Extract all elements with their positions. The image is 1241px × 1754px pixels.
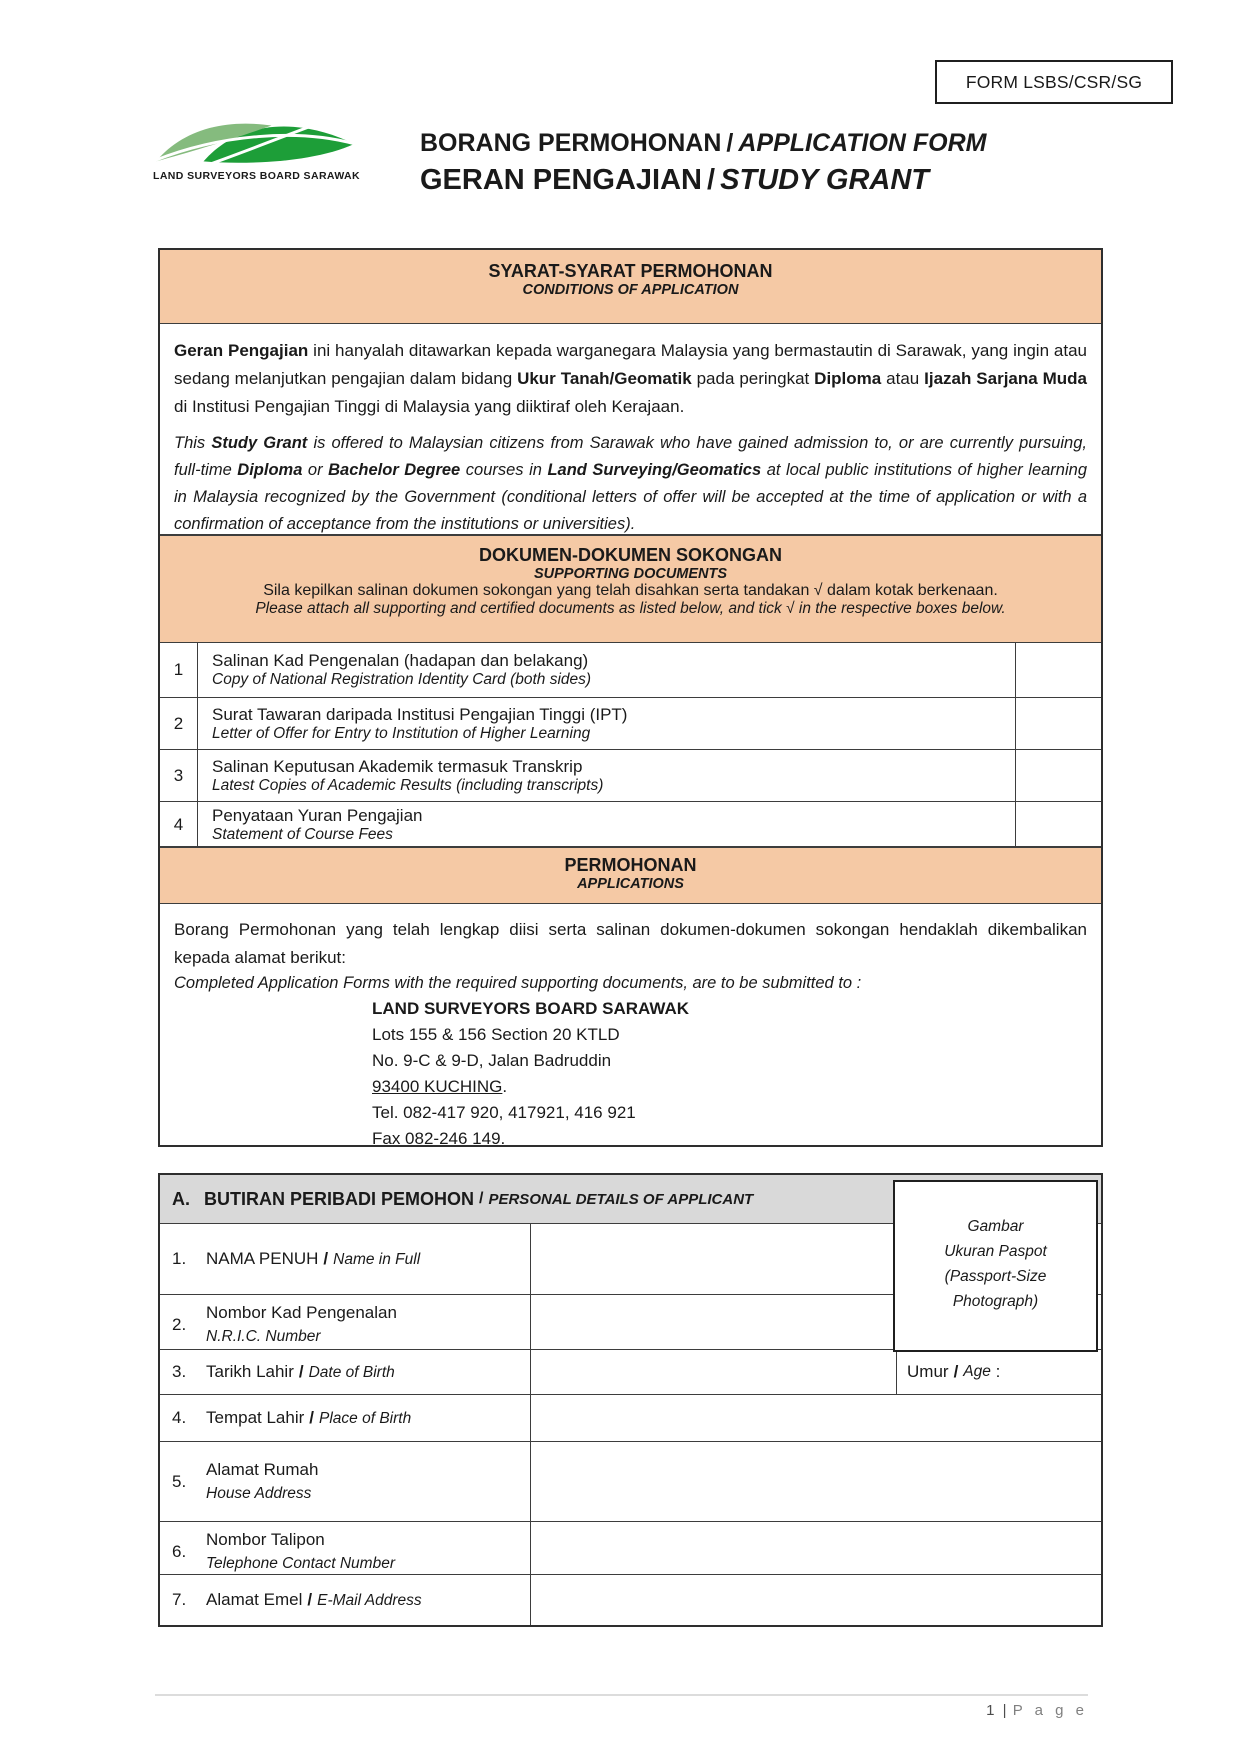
address-telephone: Tel. 082-417 920, 417921, 416 921	[372, 1103, 636, 1122]
supporting-note-en: Please attach all supporting and certified documents as listed below, and tick √ in the respective boxes below.	[255, 600, 1006, 617]
form-code-box	[935, 60, 1173, 104]
submission-address	[372, 996, 1087, 1152]
title-separator: /	[707, 163, 716, 196]
checklist-row	[160, 643, 1101, 698]
footer-divider	[155, 1694, 1088, 1696]
dob-cells	[530, 1350, 1101, 1394]
title-line1-my: BORANG PERMOHONAN	[420, 129, 722, 157]
checklist-row	[160, 750, 1101, 802]
photo-box-line: Ukuran Paspot	[944, 1243, 1047, 1260]
address-fax: Fax 082-246 149.	[372, 1129, 506, 1148]
checklist-row	[160, 802, 1101, 847]
address-line-1: Lots 155 & 156 Section 20 KTLD	[372, 1025, 620, 1044]
applications-body	[160, 904, 1101, 1148]
applications-header-my: PERMOHONAN	[564, 855, 697, 875]
form-code-text: FORM LSBS/CSR/SG	[965, 71, 1143, 92]
supporting-note-my: Sila kepilkan salinan dokumen sokongan yang telah disahkan serta tandakan √ dalam kotak berkenaan.	[263, 582, 998, 599]
title-line2-my: GERAN PENGAJIAN	[420, 163, 702, 196]
title-separator: /	[726, 129, 734, 157]
conditions-header	[160, 250, 1101, 324]
form-row-email	[160, 1575, 1101, 1625]
tick-box-item-3[interactable]	[1015, 750, 1101, 801]
applications-text-my: Borang Permohonan yang telah lengkap diisi serta salinan dokumen-dokumen sokongan hendaklah dikembalikan kepada alamat berikut:	[174, 920, 1087, 967]
pob-input[interactable]	[530, 1395, 1101, 1441]
age-cell[interactable]: Umur / Age :	[896, 1350, 1101, 1394]
checklist-row	[160, 698, 1101, 750]
tick-box-item-2[interactable]	[1015, 698, 1101, 749]
title-line-1	[420, 128, 987, 159]
photo-box-line: Photograph)	[952, 1293, 1039, 1310]
address-name: LAND SURVEYORS BOARD SARAWAK	[372, 999, 690, 1018]
lsbs-logo-icon	[153, 116, 357, 168]
logo-caption: LAND SURVEYORS BOARD SARAWAK	[153, 170, 361, 182]
field-label: 3. Tarikh Lahir / Date of Birth	[172, 1361, 395, 1381]
title-line-2	[420, 163, 987, 198]
title-line2-en: STUDY GRANT	[720, 163, 929, 196]
item-number: 4	[160, 802, 198, 848]
field-label: 6. Nombor Talipon Telephone Contact Number	[172, 1530, 395, 1572]
item-description: Surat Tawaran daripada Institusi Pengajian Tinggi (IPT) Letter of Offer for Entry to Institution of Higher Learning	[212, 704, 628, 742]
conditions-header-en: CONDITIONS OF APPLICATION	[522, 282, 739, 298]
section-letter: A.	[172, 1188, 190, 1209]
lsbs-logo	[153, 116, 363, 182]
form-row-dob	[160, 1350, 1101, 1395]
conditions-body	[160, 324, 1101, 535]
supporting-documents-header	[160, 535, 1101, 643]
address-line-2: No. 9-C & 9-D, Jalan Badruddin	[372, 1051, 612, 1070]
item-number: 1	[160, 643, 198, 697]
tick-box-item-4[interactable]	[1015, 802, 1101, 848]
item-description: Salinan Keputusan Akademik termasuk Transkrip Latest Copies of Academic Results (including transcripts)	[212, 756, 604, 794]
applications-header-en: APPLICATIONS	[577, 876, 684, 892]
form-row-address	[160, 1442, 1101, 1522]
field-label: 2. Nombor Kad Pengenalan N.R.I.C. Number	[172, 1303, 397, 1345]
document-title	[420, 128, 987, 198]
item-description: Salinan Kad Pengenalan (hadapan dan belakang) Copy of National Registration Identity Card (both sides)	[212, 651, 592, 688]
item-number: 2	[160, 698, 198, 749]
form-row-phone	[160, 1522, 1101, 1575]
supporting-header-my: DOKUMEN-DOKUMEN SOKONGAN	[479, 545, 782, 565]
telephone-input[interactable]	[530, 1522, 1101, 1581]
conditions-paragraph-my: Geran Pengajian ini hanyalah ditawarkan kepada warganegara Malaysia yang bermastautin di Sarawak, yang ingin atau sedang melanjutkan pengajian dalam bidang Ukur Tanah/Geomatik pada peringkat Diploma atau Ijazah Sarjana Muda di Institusi Pengajian Tinggi di Malaysia yang diiktiraf oleh Kerajaan.	[174, 341, 1087, 416]
email-input[interactable]	[530, 1575, 1101, 1625]
conditions-header-my: SYARAT-SYARAT PERMOHONAN	[488, 261, 773, 281]
info-table	[158, 248, 1103, 1147]
address-city: 93400 KUCHING.	[372, 1077, 508, 1096]
photo-box-line: Gambar	[967, 1218, 1024, 1235]
tick-box-item-1[interactable]	[1015, 643, 1101, 697]
applications-text-en: Completed Application Forms with the required supporting documents, are to be submitted to :	[174, 974, 862, 992]
applications-header	[160, 847, 1101, 904]
conditions-paragraph-en: This Study Grant is offered to Malaysian citizens from Sarawak who have gained admission to, or are currently pursuing, full-time Diploma or Bachelor Degree courses in Land Surveying/Geomatics at local public institutions of higher learning in Malaysia recognized by the Government (conditional letters of offer will be accepted at the time of application or with a confirmation of acceptance from the institutions or universities).	[174, 434, 1088, 533]
field-label: 7. Alamat Emel / E-Mail Address	[172, 1589, 422, 1609]
field-label: 4. Tempat Lahir / Place of Birth	[172, 1407, 412, 1427]
section-a-title-my: BUTIRAN PERIBADI PEMOHON	[204, 1188, 475, 1209]
section-a-separator: /	[479, 1190, 484, 1207]
section-a-title-en: PERSONAL DETAILS OF APPLICANT	[488, 1190, 754, 1208]
title-line1-en: APPLICATION FORM	[738, 129, 987, 157]
passport-photo-box[interactable]	[893, 1180, 1098, 1352]
field-label: 5. Alamat Rumah House Address	[172, 1459, 319, 1502]
supporting-header-en: SUPPORTING DOCUMENTS	[533, 566, 728, 582]
field-label: 1. NAMA PENUH / Name in Full	[172, 1248, 421, 1268]
page-number: 1 | P a g e	[986, 1702, 1088, 1719]
photo-box-line: (Passport-Size	[944, 1268, 1047, 1285]
item-number: 3	[160, 750, 198, 801]
item-description: Penyataan Yuran Pengajian Statement of Course Fees	[212, 806, 423, 843]
dob-input[interactable]	[531, 1350, 896, 1394]
house-address-input[interactable]	[530, 1442, 1101, 1521]
form-row-pob	[160, 1395, 1101, 1442]
